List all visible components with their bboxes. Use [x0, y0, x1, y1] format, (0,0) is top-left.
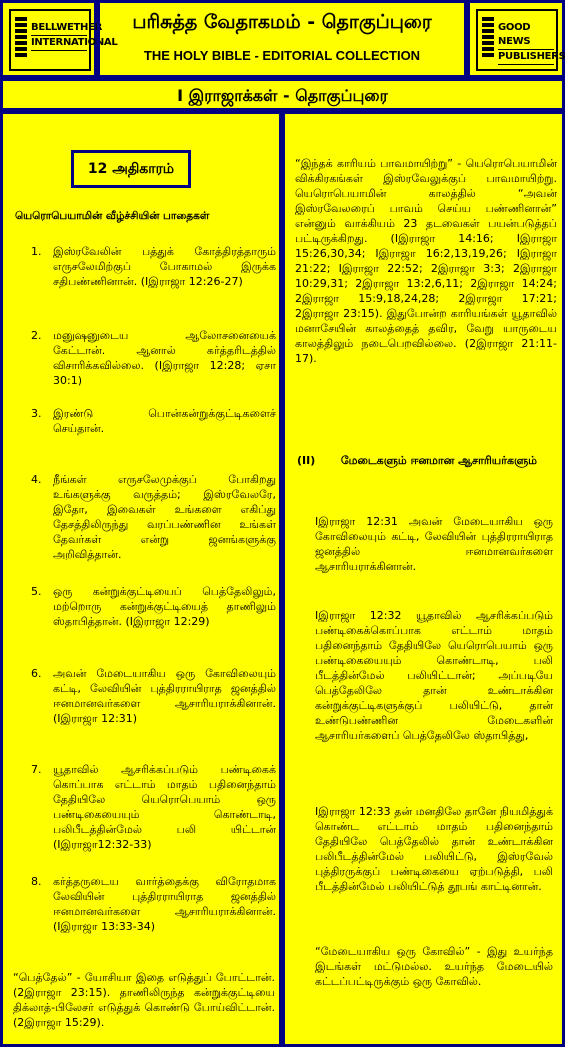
subsection-heading — [297, 454, 547, 469]
item-text: நீங்கள் எருசலேமுக்குப் போகிறது உங்களுக்கு வருத்தம்; இஸ்ரவேலரே, இதோ, இவைகள் உங்களை எகிப்து தேசத்திலிருந்து வரப்பண்ணின உங்கள் தேவர்கள் என்று ஜனங்களுக்கு அறிவித்தான். — [53, 473, 276, 561]
logo-right-line2: PUBLISHERS — [498, 50, 554, 65]
temple-note-paragraph: “மேடையாகிய ஒரு கோவில்” - இது உயர்ந்த இடங்கள் மட்டுமல்ல. உயர்ந்த மேடையில் கட்டப்பட்டிருக்கும் ஒரு கோவில். — [315, 945, 553, 988]
list-item — [31, 584, 276, 629]
subsection-title: மேடைகளும் ஈனமான ஆசாரியர்களும் — [340, 454, 538, 467]
item-text: அவன் மேடையாகிய ஒரு கோவிலையும் கட்டி, லேவியின் புத்திரராயிராத ஜனத்தில் ஈனமானவர்களை ஆசாரியராக்கினான். (Iஇராஜா 12:31) — [53, 667, 276, 725]
bellwether-logo — [9, 9, 118, 71]
title-tamil: பரிசுத்த வேதாகமம் - தொகுப்புரை — [132, 11, 432, 33]
list-item — [31, 328, 276, 388]
list-item — [31, 244, 276, 289]
item-number: 6. — [31, 667, 42, 680]
logo-right-line1: GOOD NEWS — [498, 21, 554, 50]
list-item — [31, 406, 276, 436]
verse-paragraph-2: Iஇராஜா 12:32 யூதாவில் ஆசரிக்கப்படும் பண்டிகைக்கொப்பாக எட்டாம் மாதம் பதினைந்தாம் தேதியிலே யெரொபெயாம் ஒரு பண்டிகையையும் கொண்டாடி, பலி பீடத்தின்மேல் பலியிட்டான்; அப்படியே பெத்தேலிலே தான் உண்டாக்கின கன்றுக்குட்டிகளுக்குப் பலியிட்டு, தான் உண்டுபண்ணின மேடைகளின் ஆசாரியர்களைப் பெத்தேலிலே ஸ்தாபித்து, — [315, 609, 553, 742]
item-text: யூதாவில் ஆசரிக்கப்படும் பண்டிகைக் கொப்பாக எட்டாம் மாதம் பதினைந்தாம் தேதியிலே யெரொபெயாம் ஒரு பண்டிகையையும் கொண்டாடி, பலிபீடத்தின்மேல் பலி யிட்டான் (Iஇராஜா12:32-33) — [53, 763, 276, 851]
section-heading: யெரொபெயாமின் வீழ்ச்சியின் பாதைகள் — [15, 210, 210, 222]
list-item — [31, 666, 276, 726]
item-text: மனுஷனுடைய ஆலோசனையைக் கேட்டான். ஆனால் கர்த்தரிடத்தில் விசாரிக்கவில்லை. (Iஇராஜா 12:28; ஏசா 30:1) — [53, 329, 276, 387]
verse-paragraph-1: Iஇராஜா 12:31 அவன் மேடையாகிய ஒரு கோவிலையும் கட்டி, லேவியின் புத்திரராயிராத ஜனத்தில் ஈனமானவர்களை ஆசாரியராக்கினான். — [315, 515, 553, 573]
logo-bars-icon — [15, 17, 27, 63]
intro-paragraph: “இந்தக் காரியம் பாவமாயிற்று” - யெரொபெயாமின் விக்கிரகங்கள் இஸ்ரவேலுக்குப் பாவமாயிற்று. யெரொபெயாமின் காலத்தில் “அவன் இஸ்ரவேலரைப் பாவம் செய்ய பண்ணினான்” என்னும் வாக்கியம் 23 தடவைகள் பயன்படுத்தப் பட்டிருக்கிறது. (Iஇராஜா 14:16; Iஇராஜா 15:26,30,34; Iஇராஜா 16:2,13,19,26; Iஇராஜா 21:22; Iஇராஜா 22:52; 2இராஜா 3:3; 2இராஜா 10:29,31; 2இராஜா 13:2,6,11; 2இராஜா 14:24; 2இராஜா 15:9,18,24,28; 2இராஜா 17:21; 2இராஜா 23:15). இதுபோன்ற காரியங்கள் யூதாவில் மனாசேயின் காலத்தைத் தவிர, வேறு யாருடைய காலத்திலும் நடைபெறவில்லை. (2இராஜா 21:11-17). — [295, 157, 557, 365]
item-number: 8. — [31, 875, 42, 888]
header-title-panel — [97, 0, 467, 78]
closing-paragraph: “பெத்தேல்” - யோசியா இதை எடுத்துப் போட்டான். (2இராஜா 23:15). தாணிலிருந்த கன்றுக்குட்டியை திக்லாத்-பிலேசர் எடுத்துக் கொண்டு போய்விட்டான். (2இராஜா 15:29). — [13, 971, 275, 1029]
chapter-title: 12 அதிகாரம் — [71, 150, 191, 188]
verse-paragraph-3: Iஇராஜா 12:33 தன் மனதிலே தானே நியமித்துக் கொண்ட எட்டாம் மாதம் பதினைந்தாம் தேதியிலே பெத்தேலில் தான் உண்டாக்கின பலிபீடத்தின்மேல் பலியிட்டு, இஸ்ரவேல் புத்திரருக்குப் பண்டிகையை ஏற்படுத்தி, பலி பீடத்தின்மேல் பலியிட்டுத் தூபங் காட்டினான். — [315, 805, 553, 893]
item-text: கர்த்தருடைய வார்த்தைக்கு விரோதமாக லேவியின் புத்திரராயிராத ஜனத்தில் ஈனமானவர்களை ஆசாரியராக்கினான். (Iஇராஜா 13:33-34) — [53, 875, 276, 933]
title-english: THE HOLY BIBLE - EDITORIAL COLLECTION — [143, 48, 421, 63]
item-number: 3. — [31, 407, 42, 420]
goodnews-logo — [476, 9, 565, 71]
item-number: 1. — [31, 245, 42, 258]
list-item — [31, 472, 276, 562]
list-item — [31, 762, 276, 852]
item-number: 2. — [31, 329, 42, 342]
right-column — [282, 111, 565, 1047]
item-text: இரண்டு பொன்கன்றுக்குட்டிகளைச் செய்தான். — [53, 407, 276, 435]
header-left-panel — [0, 0, 118, 78]
logo-bars-icon — [482, 17, 494, 63]
item-text: இஸ்ரவேலின் பத்துக் கோத்திரத்தாரும் எருசலேமிற்குப் போகாமல் இருக்க சதிபண்ணினான். (Iஇராஜா 12:26-27) — [53, 245, 276, 288]
logo-left-line1: BELLWETHER — [31, 21, 87, 36]
item-number: 5. — [31, 585, 42, 598]
item-number: 7. — [31, 763, 42, 776]
subheader-bar — [0, 78, 565, 111]
subsection-label: (II) — [297, 454, 316, 467]
item-text: ஒரு கன்றுக்குட்டியைப் பெத்தேலிலும், மற்றொரு கன்றுக்குட்டியைத் தாணிலும் ஸ்தாபித்தான். (Iஇராஜா 12:29) — [53, 585, 276, 628]
subheader-title: I இராஜாக்கள் - தொகுப்புரை — [177, 86, 388, 105]
left-column — [0, 111, 282, 1047]
logo-left-line2: INTERNATIONAL — [31, 36, 87, 51]
header-right-panel — [467, 0, 565, 78]
item-number: 4. — [31, 473, 42, 486]
list-item — [31, 874, 276, 934]
